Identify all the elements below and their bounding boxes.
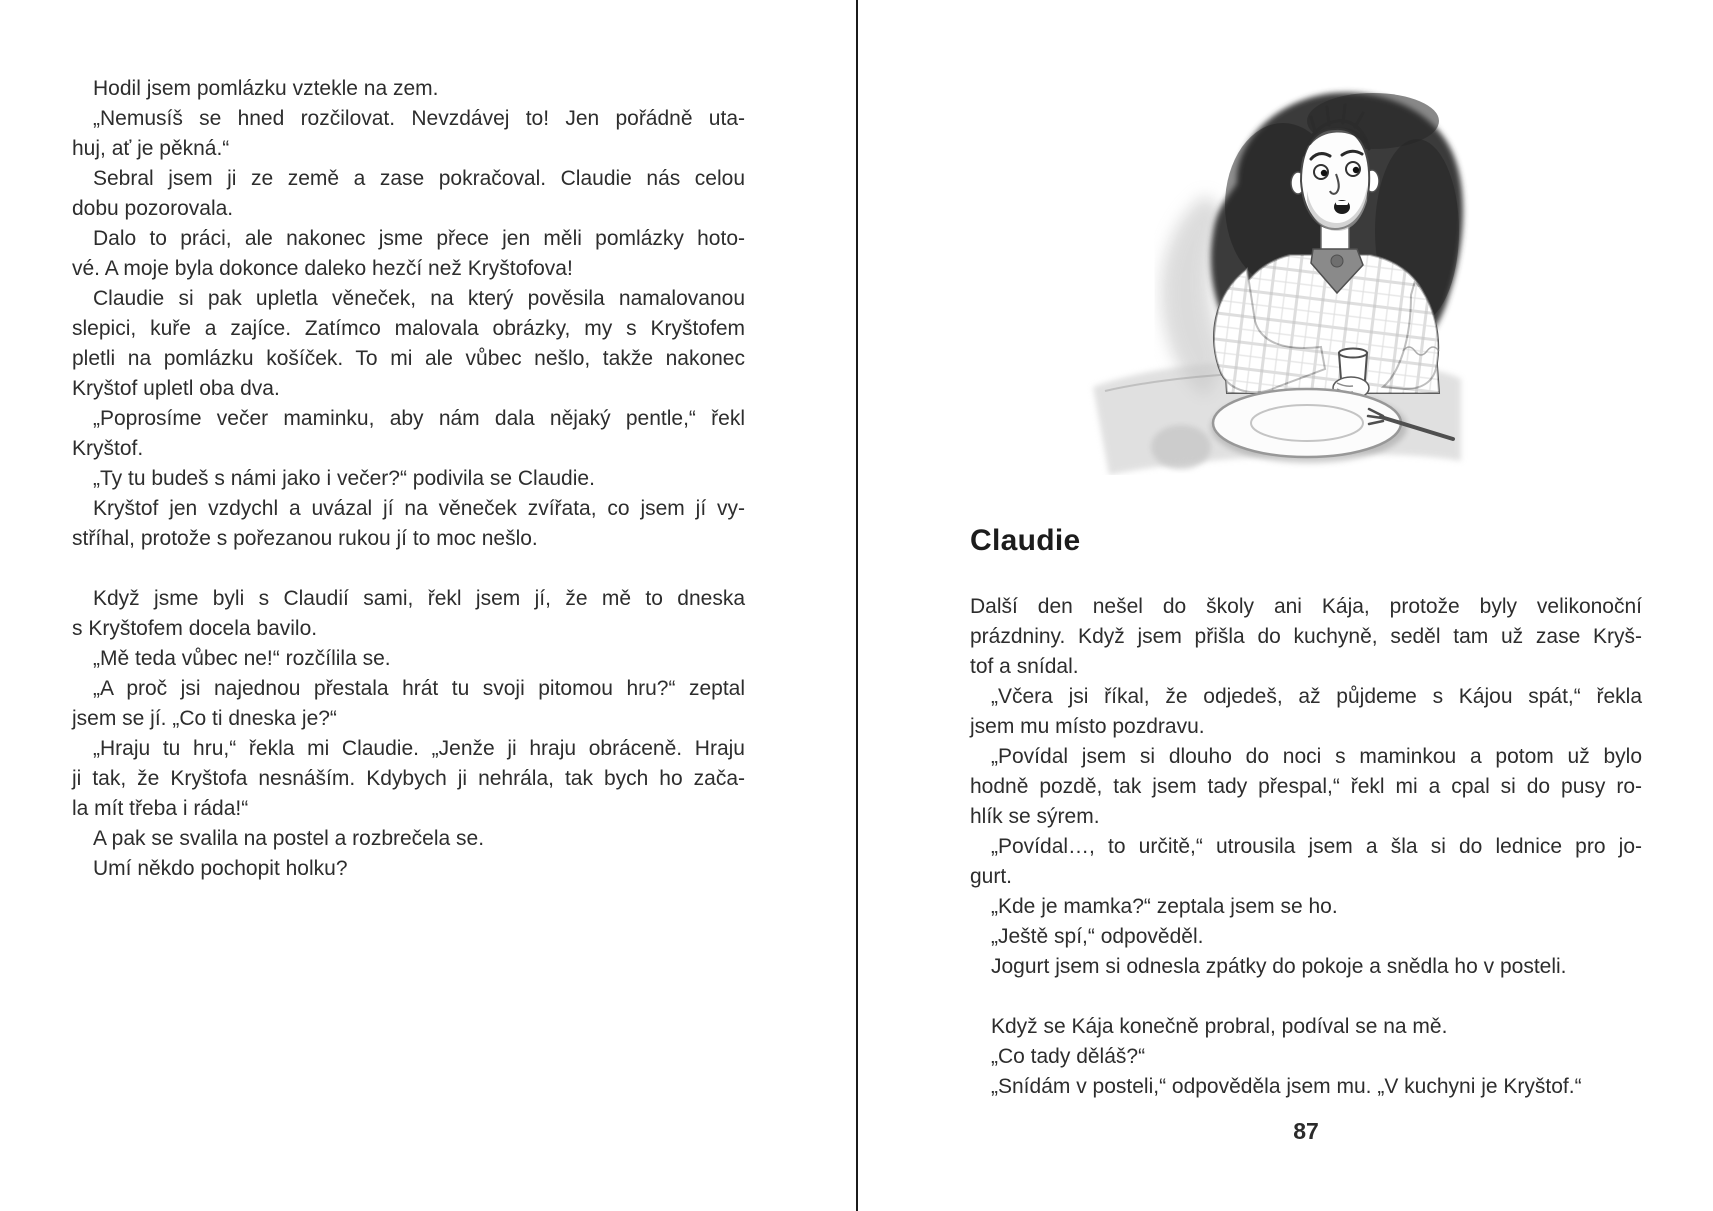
text-line: „Včera jsi říkal, že odjedeš, až půjdeme s Kájou spát,“ řekla [991,685,1642,708]
text-line: Kryštof jen vzdychl a uvázal jí na věneček zvířata, co jsem jí vy- [93,497,745,520]
text-line: „Nemusíš se hned rozčilovat. Nevzdávej to! Jen pořádně uta- [93,107,745,130]
blank-line [72,554,745,584]
text-line: huj, ať je pěkná.“ [72,137,230,160]
text-line: „Povídal…, to určitě,“ utrousila jsem a šla si do lednice pro jo- [991,835,1642,858]
text-line: gurt. [970,865,1013,888]
page-number: 87 [1293,1118,1319,1144]
text-line: hodně pozdě, tak jsem tady přespal,“ řekl mi a cpal si do pusy ro- [970,775,1642,798]
right-page-text [970,592,1642,1102]
text-line: Claudie si pak upletla věneček, na který pověsila namalovanou [93,287,745,310]
text-line: Dalo to práci, ale nakonec jsme přece jen měli pomlázky hoto- [93,227,745,250]
text-line: tof a snídal. [970,655,1079,678]
text-line: vé. A moje byla dokonce daleko hezčí než Kryštofova! [72,257,573,280]
text-line: „Co tady děláš?“ [991,1045,1146,1068]
text-line: „Mě teda vůbec ne!“ rozčílila se. [93,647,391,670]
mouth [1334,200,1350,214]
text-line: „Hraju tu hru,“ řekla mi Claudie. „Jenže ji hraju obráceně. Hraju [93,737,745,760]
text-line: jsem se jí. „Co ti dneska je?“ [72,707,337,730]
page-divider [856,0,858,1211]
text-line: Jogurt jsem si odnesla zpátky do pokoje a snědla ho v posteli. [991,955,1567,978]
text-line: slepici, kuře a zajíce. Zatímco malovala obrázky, my s Kryštofem [72,317,745,340]
text-line: s Kryštofem docela bavilo. [72,617,318,640]
text-line: „Ještě spí,“ odpověděl. [991,925,1204,948]
text-line: jsem mu místo pozdravu. [970,715,1205,738]
text-line: prázdniny. Když jsem přišla do kuchyně, seděl tam už zase Kryš- [970,625,1642,648]
text-line: Když se Kája konečně probral, podíval se na mě. [991,1015,1448,1038]
text-line: Kryštof upletl oba dva. [72,377,280,400]
text-line: „Ty tu budeš s námi jako i večer?“ podivila se Claudie. [93,467,595,490]
text-line: Hodil jsem pomlázku vztekle na zem. [93,77,439,100]
text-line: stříhal, protože s pořezanou rukou jí to moc nešlo. [72,527,538,550]
text-line: Sebral jsem ji ze země a zase pokračoval. Claudie nás celou [93,167,745,190]
left-page-text [72,74,745,884]
text-line: „A proč jsi najednou přestala hrát tu svoji pitomou hru?“ zeptal [93,677,745,700]
text-line: Další den nešel do školy ani Kája, protože byly velikonoční [970,595,1642,618]
text-line: Když jsme byli s Claudií sami, řekl jsem jí, že mě to dneska [93,587,745,610]
text-line: hlík se sýrem. [970,805,1100,828]
text-line: Kryštof. [72,437,144,460]
text-line: „Kde je mamka?“ zeptala jsem se ho. [991,895,1338,918]
text-line: dobu pozorovala. [72,197,234,220]
text-line: ji tak, že Kryštofa nesnáším. Kdybych ji nehrála, tak bych ho zača- [72,767,745,790]
text-line: la mít třeba i ráda!“ [72,797,249,820]
illustration-man-at-table [1085,55,1475,475]
text-line: Umí někdo pochopit holku? [93,857,348,880]
text-line: A pak se svalila na postel a rozbrečela se. [93,827,485,850]
text-line: „Snídám v posteli,“ odpověděla jsem mu. „V kuchyni je Kryštof.“ [991,1075,1582,1098]
blank-line [970,982,1642,1012]
text-line: „Povídal jsem si dlouho do noci s maminkou a potom už bylo [991,745,1642,768]
text-line: pletli na pomlázku košíček. To mi ale vůbec nešlo, takže nakonec [72,347,745,370]
chapter-heading: Claudie [970,524,1081,557]
text-line: „Poprosíme večer maminku, aby nám dala nějaký pentle,“ řekl [93,407,745,430]
